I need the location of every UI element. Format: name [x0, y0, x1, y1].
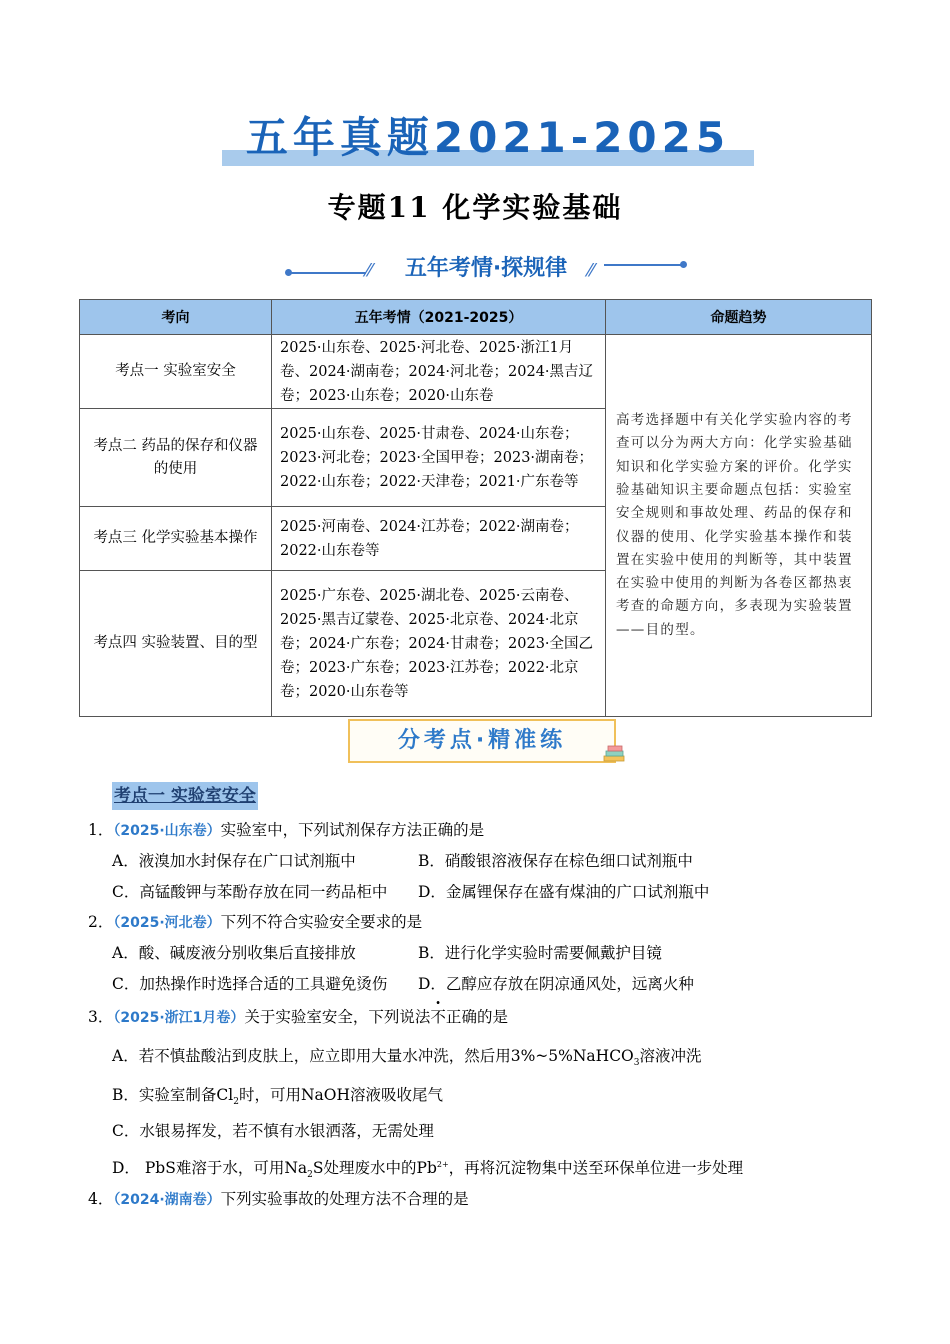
topic-subtitle: 专题11 化学实验基础 [327, 191, 623, 224]
option-c: C．水银易挥发，若不慎有水银洒落，无需处理 [112, 1122, 434, 1140]
ion-charge: 2+ [436, 1160, 449, 1169]
formula [216, 1086, 239, 1108]
question-source: （2024·湖南卷） [113, 1192, 221, 1208]
exams-cell: 2025·山东卷、2025·河北卷、2025·浙江1月卷、2024·湖南卷；2024·河北卷；2024·黑吉辽卷；2023·山东卷；2020·山东卷 [272, 335, 606, 409]
table-header-row [80, 300, 872, 335]
table-row [80, 335, 872, 409]
exams-cell: 2025·河南卷、2024·江苏卷；2022·湖南卷；2022·山东卷等 [272, 507, 606, 571]
title-banner [222, 112, 754, 172]
banner-title: 五年真题2021-2025 [245, 113, 731, 162]
formula-main: 3%~5%NaHCO [510, 1047, 634, 1065]
exam-overview-table [79, 299, 872, 717]
option-a-text: A．若不慎盐酸沾到皮肤上，应立即用大量水冲洗，然后用 [112, 1047, 511, 1065]
exams-cell: 2025·广东卷、2025·湖北卷、2025·云南卷、2025·黑吉辽蒙卷、2025·北京卷、2024·北京卷；2024·广东卷；2024·甘肃卷；2023·全国乙卷；2023·广东卷；2023·江苏卷；2022·北京卷；2020·山东卷等 [272, 571, 606, 717]
overview-section-title: 五年考情·探规律 [404, 256, 568, 281]
option-a: A．液溴加水封保存在广口试剂瓶中 [112, 852, 356, 870]
question-4 [88, 1188, 469, 1211]
books-icon [602, 744, 626, 764]
option-a: A．酸、碱废液分别收集后直接排放 [112, 944, 356, 962]
formula [510, 1047, 640, 1069]
option-a-text-end: 溶液冲洗 [639, 1047, 702, 1065]
question-number: 3． [88, 1008, 114, 1026]
question-number: 4． [88, 1190, 114, 1208]
formula-subscript: 3 [633, 1058, 640, 1069]
question-stem: 实验室中，下列试剂保存方法正确的是 [220, 821, 485, 839]
question-stem: 下列实验事故的处理方法不合理的是 [220, 1190, 469, 1208]
header-exams: 五年考情（2021-2025） [272, 300, 606, 335]
formula-subscript: 2 [307, 1170, 313, 1181]
option-d: D．乙醇应存放在阴凉通风处，远离火种 [418, 975, 694, 993]
option-b: B．硝酸银溶液保存在棕色细口试剂瓶中 [418, 852, 693, 870]
practice-section-header [348, 719, 616, 763]
topic-cell: 考点三 化学实验基本操作 [80, 507, 272, 571]
formula-subscript: 2 [233, 1097, 239, 1108]
topic-cell: 考点二 药品的保存和仪器的使用 [80, 409, 272, 507]
header-trend: 命题趋势 [606, 300, 872, 335]
option-b [112, 1084, 443, 1113]
practice-section-title: 分考点·精准练 [397, 728, 567, 753]
overview-section-header [288, 252, 684, 288]
option-d [112, 1154, 743, 1186]
formula-main-2: S [312, 1159, 324, 1178]
option-d: D．金属锂保存在盛有煤油的广口试剂瓶中 [418, 883, 710, 901]
question-1 [88, 819, 484, 842]
question-stem: 下列不符合实验安全要求的是 [220, 913, 423, 931]
question-source: （2025·河北卷） [113, 915, 221, 931]
topic-cell: 考点一 实验室安全 [80, 335, 272, 409]
header-topic: 考向 [80, 300, 272, 335]
option-d-text: D． PbS难溶于水，可用 [112, 1159, 285, 1178]
option-a [112, 1045, 702, 1074]
decor-slash-icon: ⁄⁄ [366, 260, 373, 281]
option-b-text: B．实验室制备 [112, 1086, 217, 1104]
question-source: （2025·浙江1月卷） [113, 1010, 245, 1026]
decor-line [604, 264, 682, 266]
ion-formula [417, 1159, 449, 1177]
question-2 [88, 911, 422, 934]
question-3 [88, 1006, 508, 1029]
decor-dot-icon [680, 261, 687, 268]
decor-line [288, 272, 366, 274]
formula-main: Na [284, 1159, 308, 1178]
option-b-text-end: 时，可用NaOH溶液吸收尾气 [238, 1086, 443, 1104]
emphasized-text: 不正 [430, 1008, 462, 1026]
ion-main: Pb [416, 1159, 437, 1178]
option-c: C．加热操作时选择合适的工具避免烫伤 [112, 975, 388, 993]
keypoint-1-title: 考点一 实验室安全 [112, 782, 258, 810]
exams-cell: 2025·山东卷、2025·甘肃卷、2024·山东卷；2023·河北卷；2023·全国甲卷；2023·湖南卷；2022·山东卷；2022·天津卷；2021·广东卷等 [272, 409, 606, 507]
question-stem: 关于实验室安全，下列说法 [244, 1008, 431, 1026]
topic-cell: 考点四 实验装置、目的型 [80, 571, 272, 717]
option-c: C．高锰酸钾与苯酚存放在同一药品柜中 [112, 883, 388, 901]
question-number: 1． [88, 821, 114, 839]
option-d-text-mid: 处理废水中的 [323, 1159, 417, 1178]
question-stem-end: 确的是 [461, 1008, 508, 1026]
option-d-text-end: ，再将沉淀物集中送至环保单位进一步处理 [448, 1159, 744, 1178]
option-b: B．进行化学实验时需要佩戴护目镜 [418, 944, 662, 962]
trend-cell: 高考选择题中有关化学实验内容的考查可以分为两大方向：化学实验基础知识和化学实验方案的评价。化学实验基础知识主要命题点包括：实验室安全规则和事故处理、药品的保存和仪器的使用、化学实验基本操作和装置在实验中使用的判断等，其中装置在实验中使用的判断为各卷区都热衷考查的命题方向，多表现为实验装置——目的型。 [606, 335, 872, 717]
question-number: 2． [88, 913, 114, 931]
question-source: （2025·山东卷） [113, 823, 221, 839]
formula-main: Cl [216, 1086, 234, 1104]
decor-slash-icon: ⁄⁄ [588, 260, 595, 281]
formula [284, 1159, 324, 1181]
